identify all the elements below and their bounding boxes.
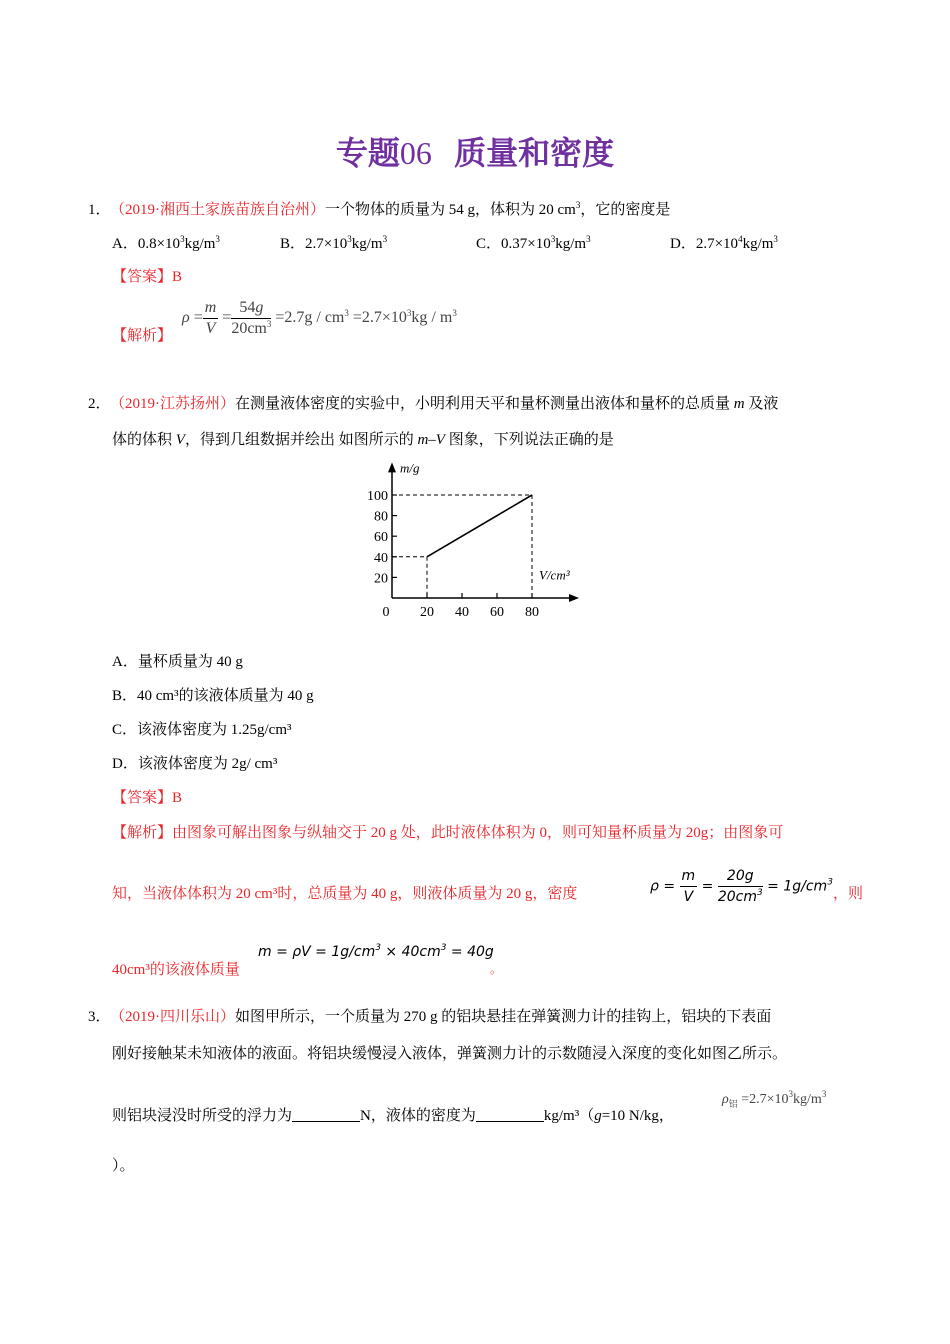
- q1-formula: ρ = $\frac{m}{V}$ = $\frac{54g}{20cm^3}$ $=2.7g / cm^3 =2.7\times 10^3kg / m^3$: [182, 299, 457, 337]
- q1-source: （2019·湘西土家族苗族自治州）: [110, 202, 325, 218]
- x-tick-label-20: 20: [420, 605, 434, 620]
- q1-option-a: A．$0.8\times 10^3kg/m^3$: [112, 234, 220, 252]
- x-axis-arrow: [569, 594, 579, 602]
- q3-line3: 则铝块浸没时所受的浮力为 N，液体的密度为 kg/m³（g=10 N/kg，: [112, 1108, 674, 1124]
- q2-analysis-line3: 40cm³的该液体质量: [112, 962, 240, 978]
- x-tick-label-40: 40: [455, 605, 469, 620]
- q1-stem-text-b: ，它的密度是: [580, 202, 671, 218]
- q3-blank-density[interactable]: [476, 1107, 544, 1122]
- title-prefix: 专题: [335, 134, 400, 172]
- q1-answer: 【答案】B: [112, 269, 183, 285]
- x-axis-label: V/cm³: [539, 567, 570, 583]
- q2-analysis-line2-end: ，则: [833, 886, 864, 902]
- y-axis-arrow: [388, 462, 396, 472]
- q2-analysis-line3-end: 。: [490, 962, 503, 976]
- q3-number: 3．: [88, 1009, 111, 1025]
- title-number: 06: [399, 135, 432, 171]
- q2-option-a: A．量杯质量为 40 g: [112, 654, 243, 670]
- q1-stem: （2019·湘西土家族苗族自治州）一个物体的质量为 54 g，体积为 20 $cm^3$，它的密度是: [110, 200, 671, 218]
- q1-option-b: B．$2.7\times 10^3kg/m^3$: [280, 234, 388, 252]
- q2-number: 2．: [88, 396, 111, 412]
- q2-stem-line1: （2019·江苏扬州）在测量液体密度的实验中，小明利用天平和量杯测量出液体和量杯的总质量 m 及液: [110, 396, 779, 412]
- q2-answer: 【答案】B: [112, 790, 183, 806]
- q2-density-formula: ρ = $\frac{m}{V}$ = $\frac{20g}{20cm^3}$ = $1g/cm^3$: [650, 868, 833, 905]
- q1-stem-text-a: 一个物体的质量为 54 g，体积为 20 cm: [325, 202, 576, 218]
- page-title: [0, 128, 950, 174]
- y-tick-label-20: 20: [374, 571, 388, 587]
- q3-line1: （2019·四川乐山）如图甲所示，一个质量为 270 g 的铝块悬挂在弹簧测力计的挂钩上，铝块的下表面: [110, 1009, 772, 1025]
- q2-analysis-line1: 【解析】由图象可解出图象与纵轴交于 20 g 处，此时液体体积为 0，则可知量杯质量为 20g；由图象可: [112, 825, 784, 841]
- q1-number: 1．: [88, 202, 111, 218]
- y-tick-label-60: 60: [374, 530, 388, 546]
- q2-analysis-line2: 知，当液体体积为 20 cm³时，总质量为 40 g，则液体质量为 20 g，密度: [112, 886, 578, 902]
- q3-blank-buoyancy[interactable]: [292, 1107, 360, 1122]
- y-tick-label-40: 40: [374, 550, 388, 566]
- q3-line4: ）。: [112, 1158, 135, 1174]
- m-v-chart: [360, 458, 600, 624]
- y-axis-label: m/g: [400, 460, 420, 476]
- q2-option-b: B．40 cm³的该液体质量为 40 g: [112, 688, 314, 704]
- q1-option-c: C．$0.37\times 10^3kg/m^3$: [476, 234, 591, 252]
- q2-stem-line2: 体的体积 V，得到几组数据并绘出 如图所示的 m–V 图象，下列说法正确的是: [112, 432, 614, 448]
- x-tick-label-60: 60: [490, 605, 504, 620]
- q2-mass-formula: $m = \rho V = 1g/cm^3 \times 40cm^3 = 40g$: [258, 943, 494, 960]
- q1-analysis-label: 【解析】: [112, 328, 173, 344]
- y-tick-label-80: 80: [374, 509, 388, 525]
- q3-line2: 刚好接触某未知液体的液面。将铝块缓慢浸入液体，弹簧测力计的示数随浸入深度的变化如图乙所示。: [112, 1046, 788, 1062]
- q2-option-d: D．该液体密度为 2g/ cm³: [112, 756, 278, 772]
- q1-option-d: D．$2.7\times 10^4kg/m^3$: [670, 234, 778, 252]
- title-name: 质量和密度: [454, 134, 615, 172]
- q3-rho-aluminium: $\rho_铝 =2.7\times 10^3kg/m^3$: [722, 1089, 827, 1109]
- x-tick-label-80: 80: [525, 605, 539, 620]
- y-tick-label-100: 100: [367, 489, 388, 504]
- data-line: [427, 495, 532, 557]
- q2-option-c: C．该液体密度为 1.25g/cm³: [112, 722, 292, 738]
- x-tick-label-0: 0: [382, 605, 390, 620]
